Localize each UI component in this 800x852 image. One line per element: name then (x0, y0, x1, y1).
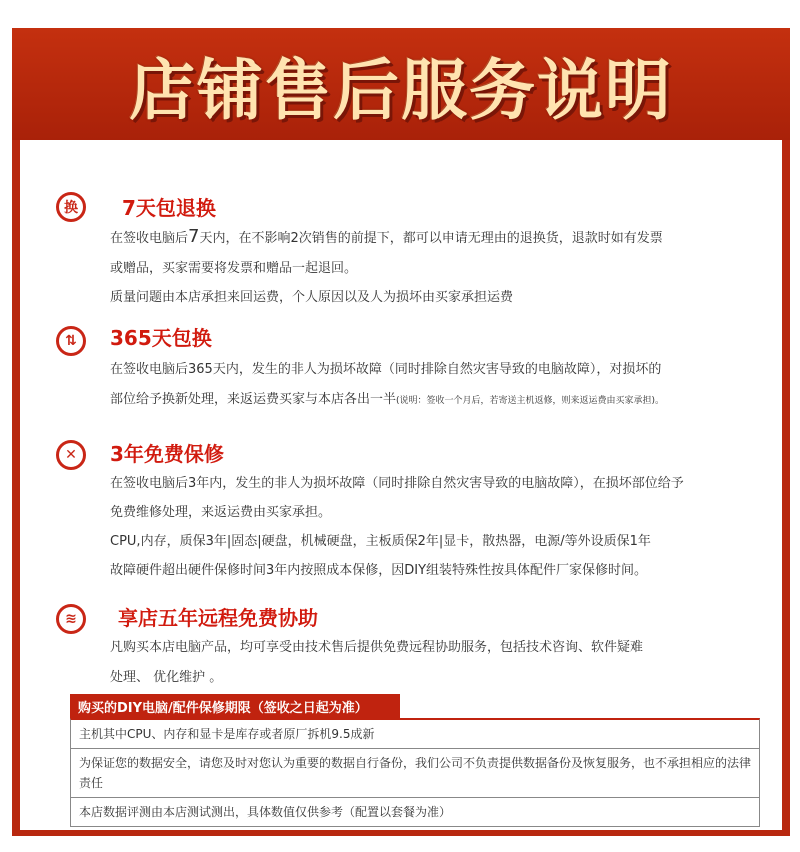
section-line: 质量问题由本店承担来回运费，个人原因以及人为损坏由买家承担运费 (110, 290, 514, 305)
note-row: 主机其中CPU、内存和显卡是库存或者原厂拆机9.5成新 (71, 720, 759, 749)
exchange-icon: 换 (56, 192, 86, 222)
section-line: 在签收电脑后3年内，发生的非人为损坏故障（同时排除自然灾害导致的电脑故障），在损坏部位给予 (110, 476, 684, 491)
section-line: 故障硬件超出硬件保修时间3年内按照成本保修，因DIY组装特殊性按具体配件厂家保修时间。 (110, 563, 648, 578)
section-heading: 享店五年远程免费协助 (118, 606, 318, 630)
wifi-remote-icon: ≋ (56, 604, 86, 634)
section-heading: 3年免费保修 (110, 442, 224, 466)
tools-icon: ✕ (56, 440, 86, 470)
section-line: 在签收电脑后365天内，发生的非人为损坏故障（同时排除自然灾害导致的电脑故障），对损坏的 (110, 362, 662, 377)
warranty-period-bar: 购买的DIY电脑/配件保修期限（签收之日起为准） (70, 694, 400, 718)
section-line: 免费维修处理，来返运费由买家承担。 (110, 505, 332, 520)
section-line: 或赠品，买家需要将发票和赠品一起退回。 (110, 261, 358, 276)
page-title: 店铺售后服务说明 (12, 28, 790, 140)
section-line: 部位给予换新处理，来返运费买家与本店各出一半(说明：签收一个月后，若寄送主机返修，则来返运费由买家承担)。 (110, 392, 665, 407)
section-heading: 7天包退换 (122, 196, 216, 220)
section-line: 在签收电脑后7天内，在不影响2次销售的前提下，都可以申请无理由的退换货，退款时如有发票 (110, 226, 663, 247)
note-row: 本店数据评测由本店测试测出，具体数值仅供参考（配置以套餐为准） (79, 805, 452, 819)
content-panel (20, 140, 782, 830)
section-line: 凡购买本店电脑产品，均可享受由技术售后提供免费远程协助服务，包括技术咨询、软件疑难 (110, 640, 644, 655)
note-row: 为保证您的数据安全，请您及时对您认为重要的数据自行备份，我们公司不负责提供数据备份及恢复服务，也不承担相应的法律责任 (71, 749, 759, 798)
swap-arrows-icon: ⇅ (56, 326, 86, 356)
section-heading: 365天包换 (110, 326, 212, 350)
section-line: CPU,内存，质保3年|固态|硬盘，机械硬盘，主板质保2年|显卡，散热器，电源/等外设质保1年 (110, 534, 651, 549)
section-line: 处理、 优化维护 。 (110, 670, 223, 685)
notes-table (70, 718, 760, 827)
page-frame (12, 28, 790, 836)
